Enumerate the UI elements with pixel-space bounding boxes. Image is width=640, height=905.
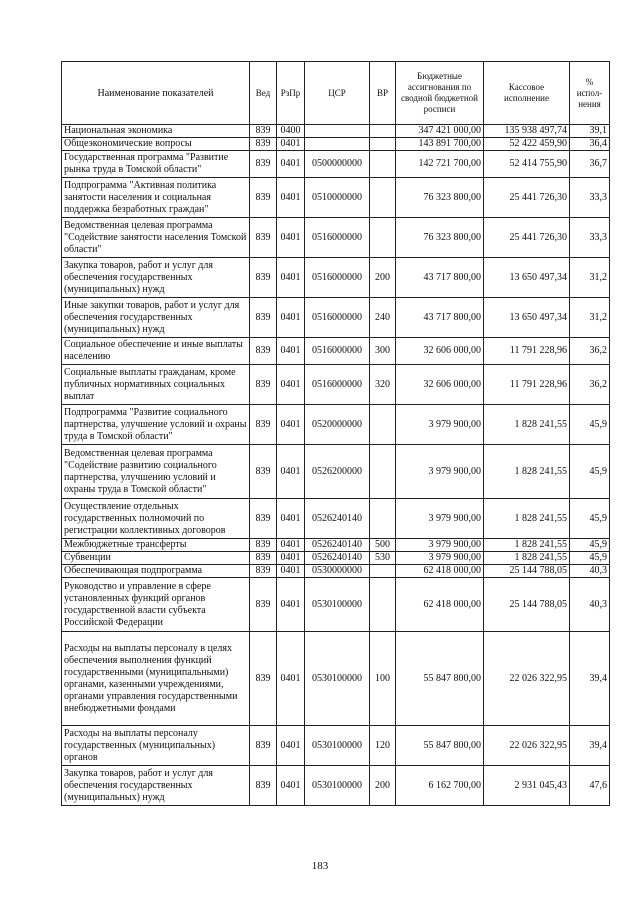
row-vr: 200 — [370, 258, 396, 298]
row-vr — [370, 445, 396, 499]
row-name: Расходы на выплаты персоналу государственных (муниципальных) органов — [62, 726, 250, 766]
row-csr: 0510000000 — [305, 178, 370, 218]
row-csr: 0530100000 — [305, 578, 370, 632]
row-ved: 839 — [250, 218, 277, 258]
row-cash: 22 026 322,95 — [484, 726, 570, 766]
row-budget: 32 606 000,00 — [396, 365, 484, 405]
row-name: Субвенции — [62, 552, 250, 565]
row-cash: 25 144 788,05 — [484, 578, 570, 632]
row-budget: 62 418 000,00 — [396, 578, 484, 632]
row-budget: 55 847 800,00 — [396, 632, 484, 726]
row-vr: 240 — [370, 298, 396, 338]
row-name: Осуществление отдельных государственных полномочий по регистрации коллективных договоров — [62, 499, 250, 539]
header-csr: ЦСР — [305, 62, 370, 125]
row-rzpr: 0400 — [277, 125, 305, 138]
row-name: Общеэкономические вопросы — [62, 138, 250, 151]
row-budget: 347 421 000,00 — [396, 125, 484, 138]
row-name: Закупка товаров, работ и услуг для обеспечения государственных (муниципальных) нужд — [62, 258, 250, 298]
table-row — [62, 726, 610, 766]
row-percent: 31,2 — [570, 258, 610, 298]
row-vr — [370, 218, 396, 258]
row-budget: 142 721 700,00 — [396, 151, 484, 178]
row-csr: 0530100000 — [305, 632, 370, 726]
row-csr: 0516000000 — [305, 298, 370, 338]
row-ved: 839 — [250, 632, 277, 726]
row-percent: 36,4 — [570, 138, 610, 151]
row-rzpr: 0401 — [277, 499, 305, 539]
row-csr: 0530100000 — [305, 766, 370, 806]
row-csr: 0516000000 — [305, 218, 370, 258]
row-cash: 25 441 726,30 — [484, 178, 570, 218]
row-percent: 39,4 — [570, 726, 610, 766]
row-csr: 0526240140 — [305, 539, 370, 552]
row-percent: 36,2 — [570, 338, 610, 365]
row-name: Социальное обеспечение и иные выплаты населению — [62, 338, 250, 365]
row-percent: 45,9 — [570, 499, 610, 539]
row-name: Национальная экономика — [62, 125, 250, 138]
row-csr: 0526240140 — [305, 499, 370, 539]
row-ved: 839 — [250, 726, 277, 766]
table-row — [62, 766, 610, 806]
row-cash: 13 650 497,34 — [484, 298, 570, 338]
row-rzpr: 0401 — [277, 151, 305, 178]
row-rzpr: 0401 — [277, 565, 305, 578]
row-ved: 839 — [250, 552, 277, 565]
table-row — [62, 365, 610, 405]
header-ved: Вед — [250, 62, 277, 125]
row-vr — [370, 405, 396, 445]
row-cash: 52 414 755,90 — [484, 151, 570, 178]
row-ved: 839 — [250, 539, 277, 552]
row-budget: 3 979 900,00 — [396, 539, 484, 552]
row-ved: 839 — [250, 338, 277, 365]
table-row — [62, 298, 610, 338]
table-row — [62, 258, 610, 298]
row-rzpr: 0401 — [277, 445, 305, 499]
row-rzpr: 0401 — [277, 405, 305, 445]
row-budget: 32 606 000,00 — [396, 338, 484, 365]
row-cash: 25 441 726,30 — [484, 218, 570, 258]
row-csr: 0526240140 — [305, 552, 370, 565]
row-rzpr: 0401 — [277, 218, 305, 258]
budget-execution-table — [61, 61, 610, 806]
header-name: Наименование показателей — [62, 62, 250, 125]
row-percent: 33,3 — [570, 178, 610, 218]
table-row — [62, 338, 610, 365]
row-budget: 3 979 900,00 — [396, 405, 484, 445]
row-csr: 0500000000 — [305, 151, 370, 178]
row-budget: 43 717 800,00 — [396, 258, 484, 298]
row-budget: 3 979 900,00 — [396, 499, 484, 539]
row-percent: 31,2 — [570, 298, 610, 338]
row-percent: 39,4 — [570, 632, 610, 726]
table-row — [62, 539, 610, 552]
row-rzpr: 0401 — [277, 539, 305, 552]
row-csr — [305, 138, 370, 151]
row-percent: 47,6 — [570, 766, 610, 806]
header-vr: ВР — [370, 62, 396, 125]
table-row — [62, 632, 610, 726]
row-name: Обеспечивающая подпрограмма — [62, 565, 250, 578]
row-ved: 839 — [250, 365, 277, 405]
row-rzpr: 0401 — [277, 138, 305, 151]
row-cash: 25 144 788,05 — [484, 565, 570, 578]
table-row — [62, 151, 610, 178]
row-vr: 100 — [370, 632, 396, 726]
row-rzpr: 0401 — [277, 178, 305, 218]
row-percent: 40,3 — [570, 578, 610, 632]
row-name: Расходы на выплаты персоналу в целях обеспечения выполнения функций государственными (муниципальными) органами, казенными учреждениями, органами управления государственными внебюджетными фондами — [62, 632, 250, 726]
row-percent: 33,3 — [570, 218, 610, 258]
row-name: Подпрограмма "Развитие социального партнерства, улучшение условий и охраны труда в Томской области" — [62, 405, 250, 445]
row-name: Межбюджетные трансферты — [62, 539, 250, 552]
row-rzpr: 0401 — [277, 298, 305, 338]
row-csr: 0516000000 — [305, 365, 370, 405]
row-name: Подпрограмма "Активная политика занятости населения и социальная поддержка безработных граждан" — [62, 178, 250, 218]
row-rzpr: 0401 — [277, 726, 305, 766]
table-row — [62, 218, 610, 258]
row-rzpr: 0401 — [277, 766, 305, 806]
row-cash: 1 828 241,55 — [484, 445, 570, 499]
row-ved: 839 — [250, 125, 277, 138]
row-rzpr: 0401 — [277, 338, 305, 365]
row-ved: 839 — [250, 445, 277, 499]
row-vr: 120 — [370, 726, 396, 766]
row-budget: 76 323 800,00 — [396, 178, 484, 218]
row-budget: 3 979 900,00 — [396, 552, 484, 565]
row-percent: 45,9 — [570, 405, 610, 445]
row-csr — [305, 125, 370, 138]
row-ved: 839 — [250, 405, 277, 445]
row-vr — [370, 578, 396, 632]
header-rzpr: РзПр — [277, 62, 305, 125]
row-percent: 36,2 — [570, 365, 610, 405]
row-ved: 839 — [250, 138, 277, 151]
row-percent: 45,9 — [570, 552, 610, 565]
table-header-row — [62, 62, 610, 125]
row-rzpr: 0401 — [277, 258, 305, 298]
row-vr — [370, 499, 396, 539]
row-cash: 1 828 241,55 — [484, 552, 570, 565]
table-row — [62, 125, 610, 138]
row-ved: 839 — [250, 258, 277, 298]
row-vr — [370, 138, 396, 151]
row-vr: 500 — [370, 539, 396, 552]
row-ved: 839 — [250, 151, 277, 178]
row-name: Ведомственная целевая программа "Содействие развитию социального партнерства, улучшению условий и охраны труда в Томской области" — [62, 445, 250, 499]
row-name: Государственная программа "Развитие рынка труда в Томской области" — [62, 151, 250, 178]
row-percent: 45,9 — [570, 539, 610, 552]
row-ved: 839 — [250, 766, 277, 806]
row-vr — [370, 151, 396, 178]
row-rzpr: 0401 — [277, 578, 305, 632]
header-percent: % испол-нения — [570, 62, 610, 125]
row-cash: 11 791 228,96 — [484, 338, 570, 365]
row-budget: 43 717 800,00 — [396, 298, 484, 338]
row-vr — [370, 125, 396, 138]
row-ved: 839 — [250, 565, 277, 578]
row-rzpr: 0401 — [277, 365, 305, 405]
row-cash: 2 931 045,43 — [484, 766, 570, 806]
row-budget: 143 891 700,00 — [396, 138, 484, 151]
row-ved: 839 — [250, 578, 277, 632]
row-vr: 300 — [370, 338, 396, 365]
row-vr: 530 — [370, 552, 396, 565]
row-budget: 55 847 800,00 — [396, 726, 484, 766]
table-row — [62, 405, 610, 445]
row-name: Социальные выплаты гражданам, кроме публичных нормативных социальных выплат — [62, 365, 250, 405]
header-budget: Бюджетные ассигнования по сводной бюджетной росписи — [396, 62, 484, 125]
row-cash: 1 828 241,55 — [484, 539, 570, 552]
row-name: Закупка товаров, работ и услуг для обеспечения государственных (муниципальных) нужд — [62, 766, 250, 806]
row-cash: 1 828 241,55 — [484, 405, 570, 445]
row-cash: 13 650 497,34 — [484, 258, 570, 298]
table-row — [62, 445, 610, 499]
table-row — [62, 178, 610, 218]
row-cash: 11 791 228,96 — [484, 365, 570, 405]
row-csr: 0516000000 — [305, 258, 370, 298]
row-ved: 839 — [250, 499, 277, 539]
row-csr: 0530100000 — [305, 726, 370, 766]
row-percent: 39,1 — [570, 125, 610, 138]
header-cash: Кассовое исполнение — [484, 62, 570, 125]
row-csr: 0516000000 — [305, 338, 370, 365]
row-budget: 76 323 800,00 — [396, 218, 484, 258]
row-vr — [370, 178, 396, 218]
row-csr: 0530000000 — [305, 565, 370, 578]
table-row — [62, 565, 610, 578]
row-ved: 839 — [250, 178, 277, 218]
row-vr: 320 — [370, 365, 396, 405]
row-csr: 0526200000 — [305, 445, 370, 499]
row-rzpr: 0401 — [277, 632, 305, 726]
row-cash: 135 938 497,74 — [484, 125, 570, 138]
row-budget: 6 162 700,00 — [396, 766, 484, 806]
row-csr: 0520000000 — [305, 405, 370, 445]
row-cash: 22 026 322,95 — [484, 632, 570, 726]
row-name: Ведомственная целевая программа "Содействие занятости населения Томской области" — [62, 218, 250, 258]
table-row — [62, 499, 610, 539]
row-name: Иные закупки товаров, работ и услуг для обеспечения государственных (муниципальных) нужд — [62, 298, 250, 338]
row-cash: 1 828 241,55 — [484, 499, 570, 539]
row-percent: 36,7 — [570, 151, 610, 178]
row-budget: 62 418 000,00 — [396, 565, 484, 578]
table-row — [62, 138, 610, 151]
row-cash: 52 422 459,90 — [484, 138, 570, 151]
row-percent: 40,3 — [570, 565, 610, 578]
row-percent: 45,9 — [570, 445, 610, 499]
row-rzpr: 0401 — [277, 552, 305, 565]
table-row — [62, 578, 610, 632]
row-vr — [370, 565, 396, 578]
row-name: Руководство и управление в сфере установленных функций органов государственной власти субъекта Российской Федерации — [62, 578, 250, 632]
page-number: 183 — [311, 860, 329, 872]
row-vr: 200 — [370, 766, 396, 806]
table-row — [62, 552, 610, 565]
row-budget: 3 979 900,00 — [396, 445, 484, 499]
row-ved: 839 — [250, 298, 277, 338]
